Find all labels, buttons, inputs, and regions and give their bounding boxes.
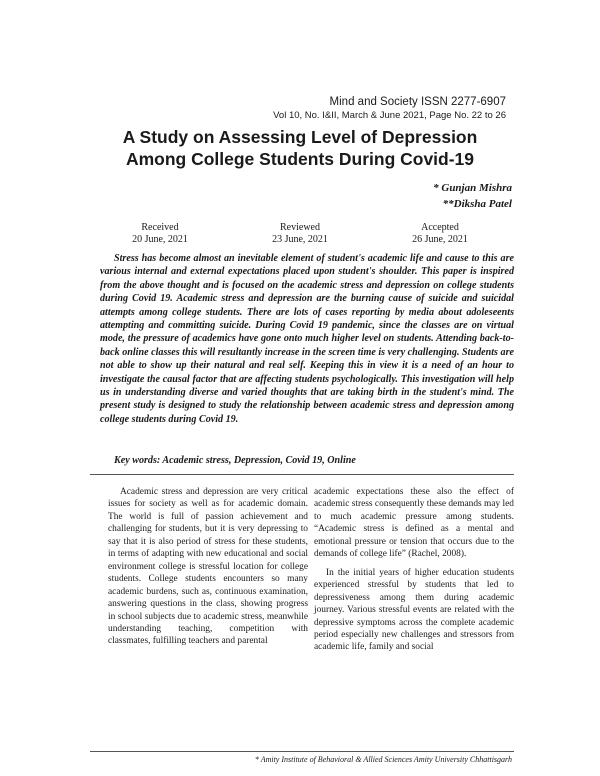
author-2: **Diksha Patel (442, 198, 512, 210)
body-column-right (314, 486, 514, 660)
title-line-1: A Study on Assessing Level of Depression (122, 127, 478, 147)
abstract: Stress has become almost an inevitable element of student's academic life and cause to this are various internal and external expectations placed upon student's shoulder. This paper is inspired from the above thought and is focused on the academic stress and depression on college students during Covid 19. Academic stress and depression are the burning cause of suicide and suicidal attempts among college students. There are lots of cases reporting by media about adoleseents attempting and committing suicide. During Covid 19 pandemic, since the classes are on virtual mode, the pressure of academics have gone onto much higher level on students. Attending back-to-back online classes this will resultantly increase in the screen time is very challenging. Students are not able to show up their natural and real self. Keeping this in view it is a need of an hour to investigate the causal factor that are affecting students psychologically. This investigation will help us in understanding diverse and varied thoughts that are taking birth in the student's mind. The present study is designed to study the relationship between academic stress and depression among college students during Covid 19. (100, 253, 514, 425)
reviewed-value: 23 June, 2021 (272, 234, 328, 245)
author-1: * Gunjan Mishra (433, 182, 512, 194)
paper-title (90, 126, 510, 170)
submission-dates (100, 222, 500, 250)
received-date (100, 222, 220, 246)
accepted-label: Accepted (421, 222, 459, 233)
affiliation-footnote: * Amity Institute of Behavioral & Allied Sciences Amity University Chhattisgarh (254, 755, 512, 764)
journal-name: Mind and Society ISSN 2277-6907 (329, 96, 506, 108)
reviewed-label: Reviewed (280, 222, 320, 233)
body-paragraph: Academic stress and depression are very critical issues for society as well as for academic domain. The world is full of passion achievement and challenging for students, but it is very depressing to say that it is also period of stress for these students, in terms of adapting with new educational and social environment college is stressful location for college students. College students encounters so many academic burdens, such as, continuous examination, answering questions in the class, showing progress in school subjects due to academic stress, meanwhile understanding teaching, competition with classmates, fulfilling teachers and parental (108, 487, 308, 647)
accepted-date (380, 222, 500, 246)
accepted-value: 26 June, 2021 (412, 234, 468, 245)
journal-header (273, 96, 506, 122)
journal-volume-info: Vol 10, No. I&II, March & June 2021, Page No. 22 to 26 (273, 110, 506, 121)
author-list (433, 180, 512, 212)
body-paragraph: In the initial years of higher education students experienced stressful by students that led to depressiveness among them during academic journey. Various stressful events are related with the depressive symptoms across the complete academic period especially new challenges and stressors from academic life, family and social (314, 567, 514, 653)
footnote-divider (90, 751, 514, 752)
received-label: Received (141, 222, 179, 233)
received-value: 20 June, 2021 (132, 234, 188, 245)
keywords: Key words: Academic stress, Depression, Covid 19, Online (114, 455, 356, 466)
reviewed-date (240, 222, 360, 246)
body-column-left (108, 486, 308, 654)
title-line-2: Among College Students During Covid-19 (125, 149, 475, 169)
section-divider (90, 474, 514, 475)
body-paragraph: academic expectations these also the effect of academic stress consequently these demands may led to much academic pressure among students. “Academic stress is defined as a mental and emotional pressure or tension that occurs due to the demands of college life” (Rachel, 2008). (314, 487, 514, 560)
